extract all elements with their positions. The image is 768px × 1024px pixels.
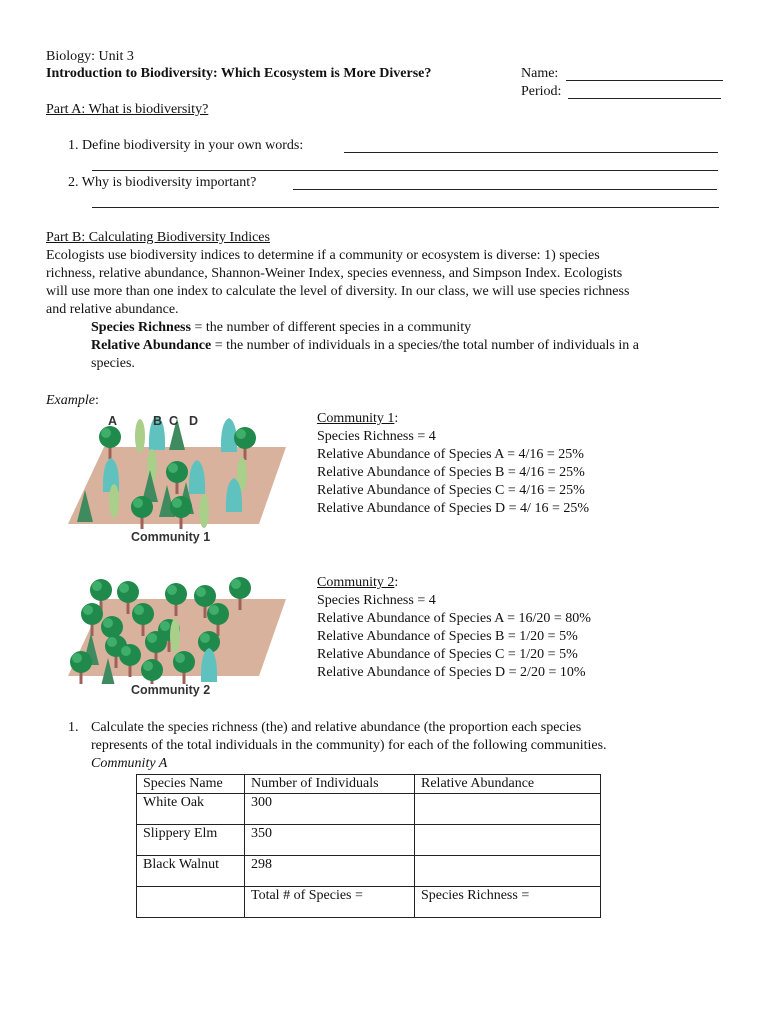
question-text: represents of the total individuals in the community) for each of the following communities. bbox=[91, 738, 607, 753]
definition: = the number of different species in a community bbox=[190, 320, 472, 335]
figure-caption: Community 2 bbox=[131, 683, 211, 697]
community-a-label: Community A bbox=[91, 756, 168, 771]
part-a-heading: Part A: What is biodiversity? bbox=[46, 102, 209, 117]
oak-tree bbox=[119, 644, 141, 666]
oak-highlight bbox=[103, 618, 113, 628]
individuals-cell: 350 bbox=[245, 825, 415, 856]
example-text: Example bbox=[46, 393, 95, 408]
oak-highlight bbox=[231, 579, 241, 589]
community-1-title: Community 1: bbox=[317, 411, 399, 426]
oak-tree bbox=[81, 603, 103, 625]
period-label: Period: bbox=[521, 84, 562, 99]
column-header: Number of Individuals bbox=[245, 775, 415, 794]
name-field[interactable] bbox=[566, 80, 723, 81]
species-name-cell: Black Walnut bbox=[137, 856, 245, 887]
forest-plot-1 bbox=[64, 412, 290, 532]
table-row bbox=[137, 825, 601, 856]
stat-line: Species Richness = 4 bbox=[317, 593, 436, 608]
individuals-cell: 298 bbox=[245, 856, 415, 887]
oak-highlight bbox=[83, 605, 93, 615]
stat-line: Relative Abundance of Species A = 16/20 = 80% bbox=[317, 611, 591, 626]
oak-tree bbox=[101, 616, 123, 638]
table-row bbox=[137, 856, 601, 887]
oak-tree bbox=[141, 659, 163, 681]
oak-highlight bbox=[167, 585, 177, 595]
title-text: Community 2 bbox=[317, 575, 395, 590]
oak-highlight bbox=[196, 587, 206, 597]
answer-line[interactable] bbox=[344, 152, 718, 153]
poplar-tree bbox=[170, 619, 180, 653]
table-total-row bbox=[137, 887, 601, 918]
community-2-title: Community 2: bbox=[317, 575, 399, 590]
oak-tree bbox=[170, 496, 192, 518]
column-header: Relative Abundance bbox=[415, 775, 601, 794]
species-label-b: B bbox=[153, 414, 163, 428]
figure-caption: Community 1 bbox=[131, 530, 211, 544]
species-label-d: D bbox=[189, 414, 199, 428]
oak-tree bbox=[165, 583, 187, 605]
name-label: Name: bbox=[521, 66, 559, 81]
stat-line: Relative Abundance of Species D = 4/ 16 = 25% bbox=[317, 501, 590, 516]
column-header: Species Name bbox=[137, 775, 245, 794]
oak-tree bbox=[173, 651, 195, 673]
oak-highlight bbox=[172, 498, 182, 508]
oak-tree bbox=[70, 651, 92, 673]
definition-species-richness bbox=[91, 319, 471, 337]
oak-highlight bbox=[200, 633, 210, 643]
oak-tree bbox=[194, 585, 216, 607]
stat-line: Species Richness = 4 bbox=[317, 429, 436, 444]
table-row bbox=[137, 794, 601, 825]
community-a-table bbox=[136, 774, 601, 918]
oak-highlight bbox=[134, 605, 144, 615]
definition: = the number of individuals in a species/the total number of individuals in a bbox=[211, 338, 639, 353]
answer-line[interactable] bbox=[293, 189, 717, 190]
stat-line: Relative Abundance of Species A = 4/16 = 25% bbox=[317, 447, 584, 462]
oak-highlight bbox=[92, 581, 102, 591]
period-field[interactable] bbox=[568, 98, 721, 99]
oak-tree bbox=[145, 631, 167, 653]
oak-highlight bbox=[119, 583, 129, 593]
oak-tree bbox=[90, 579, 112, 601]
species-label-a: A bbox=[108, 414, 118, 428]
relative-abundance-cell[interactable] bbox=[415, 794, 601, 825]
oak-highlight bbox=[72, 653, 82, 663]
title-text: Community 1 bbox=[317, 411, 395, 426]
definition-continued: species. bbox=[91, 356, 135, 371]
oak-tree bbox=[132, 603, 154, 625]
stat-line: Relative Abundance of Species B = 1/20 = 5% bbox=[317, 629, 578, 644]
stat-line: Relative Abundance of Species B = 4/16 = 25% bbox=[317, 465, 585, 480]
oak-tree bbox=[166, 461, 188, 483]
oak-tree bbox=[131, 496, 153, 518]
empty-cell bbox=[137, 887, 245, 918]
community-2-illustration bbox=[64, 572, 290, 707]
poplar-tree bbox=[135, 419, 145, 453]
stat-line: Relative Abundance of Species D = 2/20 = 10% bbox=[317, 665, 586, 680]
term: Relative Abundance bbox=[91, 338, 212, 353]
paragraph-line: will use more than one index to calculate the level of diversity. In our class, we will use species richness bbox=[46, 284, 630, 299]
oak-tree bbox=[117, 581, 139, 603]
oak-highlight bbox=[236, 429, 246, 439]
individuals-cell: 300 bbox=[245, 794, 415, 825]
term: Species Richness bbox=[91, 320, 191, 335]
community-1-illustration bbox=[64, 412, 290, 547]
oak-tree bbox=[99, 426, 121, 448]
oak-highlight bbox=[209, 605, 219, 615]
definition-relative-abundance bbox=[91, 337, 639, 355]
question-importance: 2. Why is biodiversity important? bbox=[68, 175, 257, 190]
poplar-tree bbox=[109, 484, 119, 518]
total-species-cell[interactable]: Total # of Species = bbox=[245, 887, 415, 918]
species-richness-cell[interactable]: Species Richness = bbox=[415, 887, 601, 918]
oak-highlight bbox=[101, 428, 111, 438]
paragraph-line: richness, relative abundance, Shannon-Weiner Index, species evenness, and Simpson Index. Ecologists bbox=[46, 266, 623, 281]
oak-tree bbox=[229, 577, 251, 599]
oak-tree bbox=[207, 603, 229, 625]
oak-highlight bbox=[133, 498, 143, 508]
oak-highlight bbox=[107, 637, 117, 647]
question-define: 1. Define biodiversity in your own words: bbox=[68, 138, 304, 153]
paragraph-line: and relative abundance. bbox=[46, 302, 179, 317]
oak-highlight bbox=[168, 463, 178, 473]
table-header-row bbox=[137, 775, 601, 794]
species-label-c: C bbox=[169, 414, 179, 428]
oak-highlight bbox=[175, 653, 185, 663]
relative-abundance-cell[interactable] bbox=[415, 856, 601, 887]
oak-highlight bbox=[160, 621, 170, 631]
forest-plot-2 bbox=[64, 572, 290, 684]
part-b-heading: Part B: Calculating Biodiversity Indices bbox=[46, 230, 270, 245]
oak-highlight bbox=[143, 661, 153, 671]
answer-line[interactable] bbox=[92, 207, 719, 208]
worksheet-title: Introduction to Biodiversity: Which Ecosystem is More Diverse? bbox=[46, 66, 432, 81]
stat-line: Relative Abundance of Species C = 1/20 = 5% bbox=[317, 647, 578, 662]
answer-line[interactable] bbox=[92, 170, 718, 171]
course-label: Biology: Unit 3 bbox=[46, 49, 134, 64]
question-number: 1. bbox=[68, 720, 79, 735]
oak-highlight bbox=[121, 646, 131, 656]
relative-abundance-cell[interactable] bbox=[415, 825, 601, 856]
question-text: Calculate the species richness (the) and relative abundance (the proportion each species bbox=[91, 720, 582, 735]
oak-tree bbox=[234, 427, 256, 449]
stat-line: Relative Abundance of Species C = 4/16 = 25% bbox=[317, 483, 585, 498]
species-name-cell: Slippery Elm bbox=[137, 825, 245, 856]
species-name-cell: White Oak bbox=[137, 794, 245, 825]
paragraph-line: Ecologists use biodiversity indices to determine if a community or ecosystem is diverse: 1) species bbox=[46, 248, 600, 263]
oak-highlight bbox=[147, 633, 157, 643]
poplar-tree bbox=[199, 494, 209, 528]
example-label: Example: bbox=[46, 393, 99, 408]
